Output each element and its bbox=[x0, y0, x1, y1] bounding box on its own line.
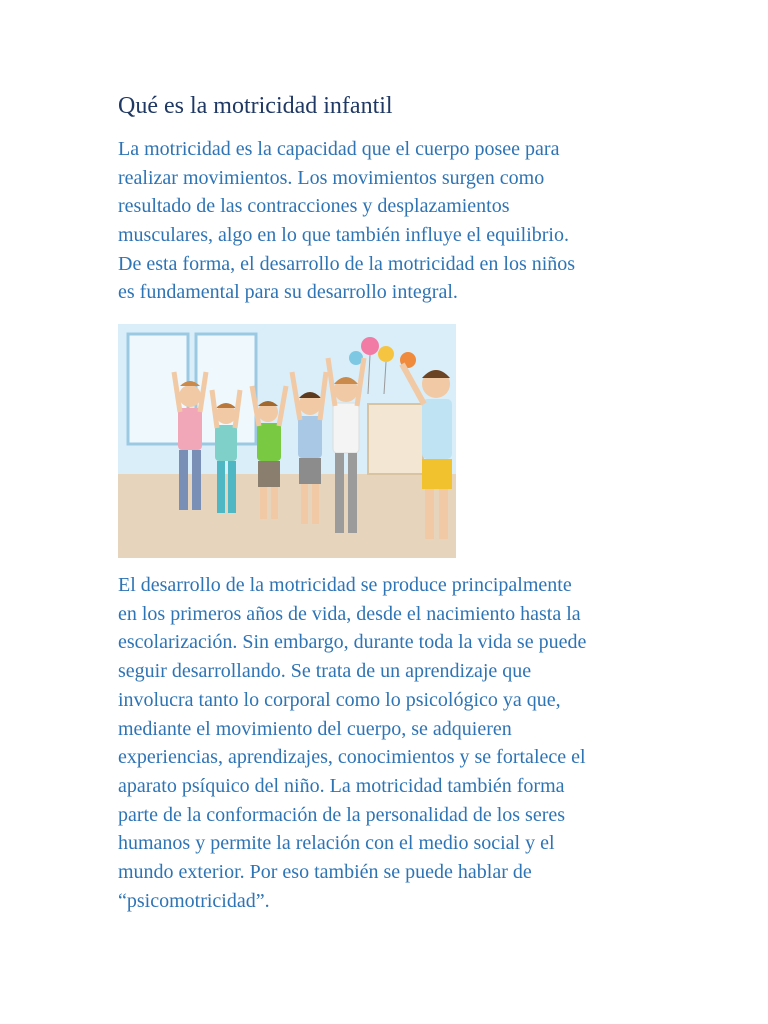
page-title: Qué es la motricidad infantil bbox=[118, 93, 393, 119]
children-exercise-photo bbox=[118, 324, 456, 558]
development-paragraph: El desarrollo de la motricidad se produce principalmente en los primeros años de vida, desde el nacimiento hasta la escolarización. Sin embargo, durante toda la vida se puede seguir desarrollando. Se trata de un aprendizaje que involucra tanto lo corporal como lo psicológico ya que, mediante el movimiento del cuerpo, se adquieren experiencias, aprendizajes, conocimientos y se fortalece el aparato psíquico del niño. La motricidad también forma parte de la conformación de la personalidad de los seres humanos y permite la relación con el medio social y el mundo exterior. Por eso también se puede hablar de “psicomotricidad”. bbox=[118, 574, 587, 912]
intro-paragraph: La motricidad es la capacidad que el cuerpo posee para realizar movimientos. Los movimientos surgen como resultado de las contracciones y desplazamientos musculares, algo en lo que también influye el equilibrio. De esta forma, el desarrollo de la motricidad en los niños es fundamental para su desarrollo integral. bbox=[118, 137, 576, 304]
document-page bbox=[118, 92, 658, 915]
children-illustration bbox=[118, 324, 456, 558]
